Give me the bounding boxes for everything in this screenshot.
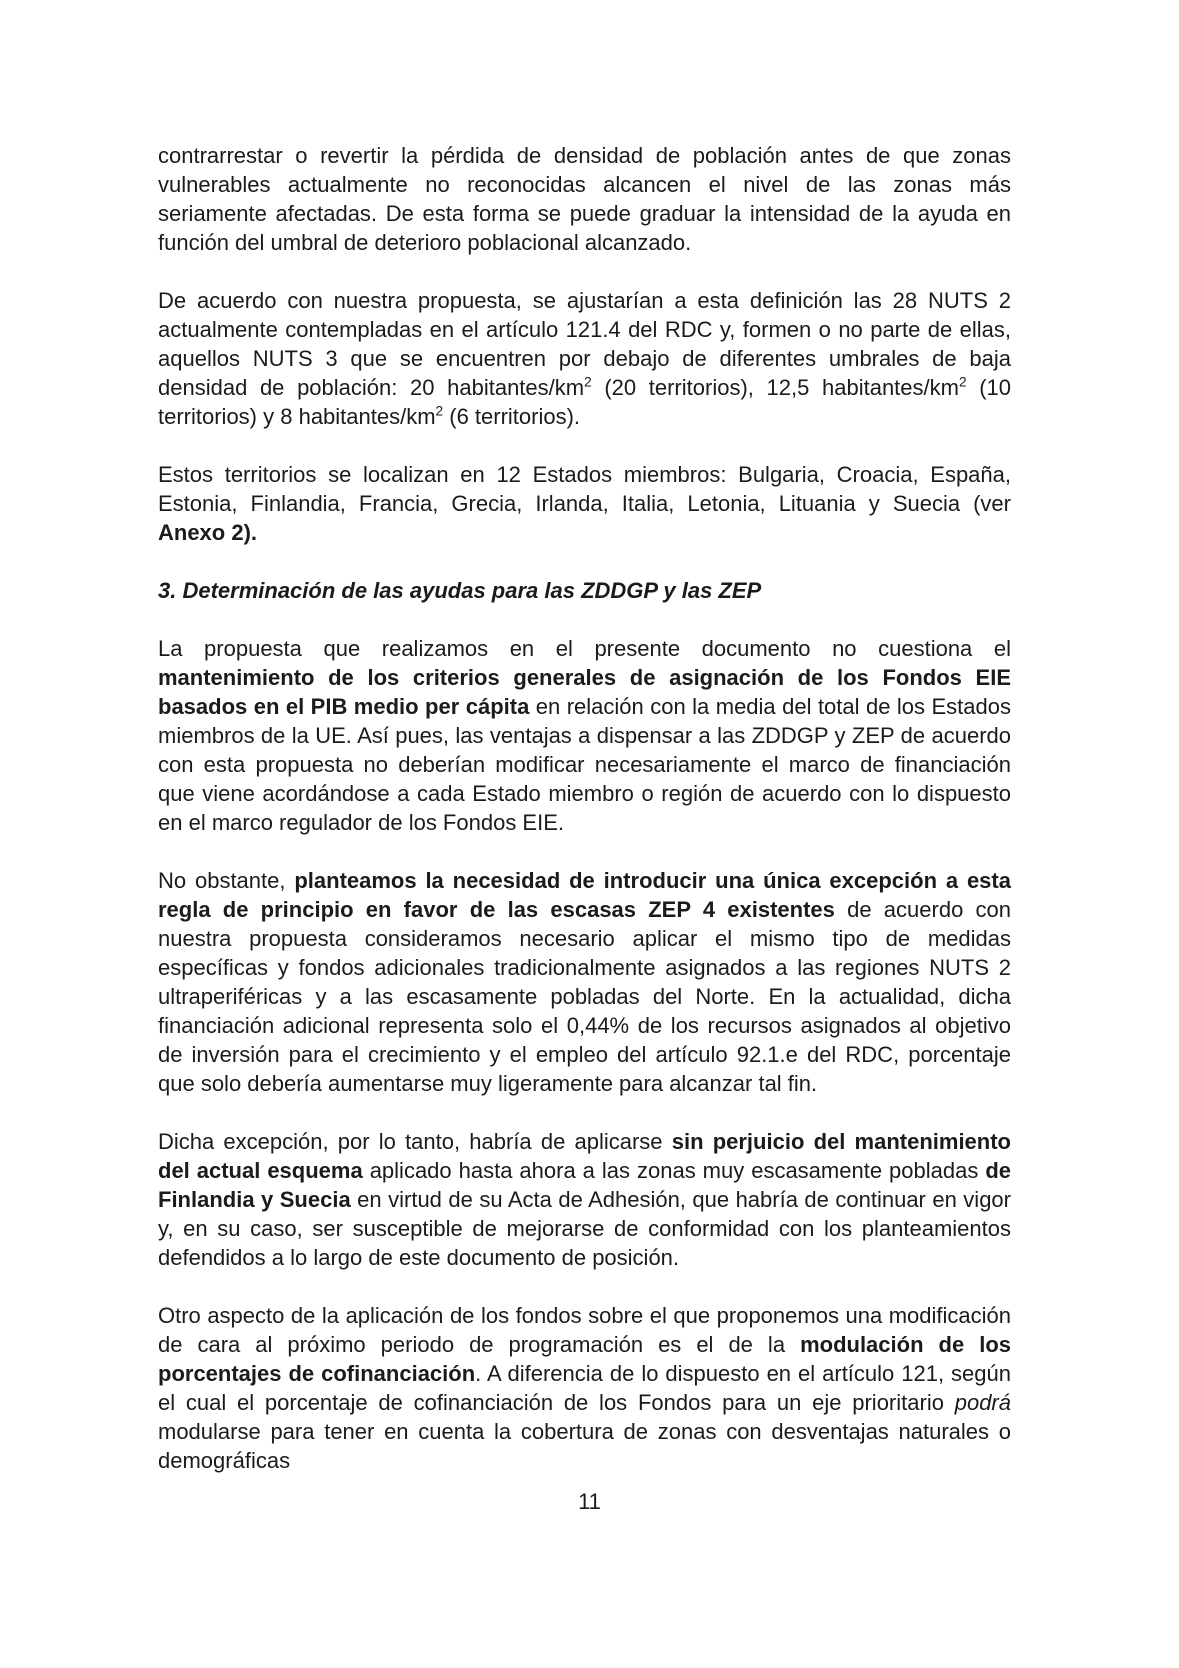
paragraph-7: Otro aspecto de la aplicación de los fondos sobre el que proponemos una modificación de cara al próximo periodo de programación es el de la modulación de los porcentajes de cofinanciación. A diferencia de lo dispuesto en el artículo 121, según el cual el porcentaje de cofinanciación de los Fondos para un eje prioritario podrá modularse para tener en cuenta la cobertura de zonas con desventajas naturales o demográficas [158, 1303, 1011, 1473]
page-content [158, 141, 1011, 1504]
paragraph-2: De acuerdo con nuestra propuesta, se ajustarían a esta definición las 28 NUTS 2 actualmente contempladas en el artículo 121.4 del RDC y, formen o no parte de ellas, aquellos NUTS 3 que se encuentren por debajo de diferentes umbrales de baja densidad de población: 20 habitantes/$km^2$ (20 territorios), 12,5 habitantes/$km^2$ (10 territorios) y 8 habitantes/$km^2$ (6 territorios). [158, 288, 1011, 429]
section-heading: 3. Determinación de las ayudas para las ZDDGP y las ZEP [158, 578, 762, 603]
page-number: 11 [578, 1489, 601, 1514]
page-footer [0, 1487, 1179, 1516]
paragraph-4: La propuesta que realizamos en el presente documento no cuestiona el mantenimiento de los criterios generales de asignación de los Fondos EIE basados en el PIB medio per cápita en relación con la media del total de los Estados miembros de la UE. Así pues, las ventajas a dispensar a las ZDDGP y ZEP de acuerdo con esta propuesta no deberían modificar necesariamente el marco de financiación que viene acordándose a cada Estado miembro o región de acuerdo con lo dispuesto en el marco regulador de los Fondos EIE. [158, 636, 1011, 835]
paragraph-5: No obstante, planteamos la necesidad de introducir una única excepción a esta regla de principio en favor de las escasas ZEP 4 existentes de acuerdo con nuestra propuesta consideramos necesario aplicar el mismo tipo de medidas específicas y fondos adicionales tradicionalmente asignados a las regiones NUTS 2 ultraperiféricas y a las escasamente pobladas del Norte. En la actualidad, dicha financiación adicional representa solo el 0,44% de los recursos asignados al objetivo de inversión para el crecimiento y el empleo del artículo 92.1.e del RDC, porcentaje que solo debería aumentarse muy ligeramente para alcanzar tal fin. [158, 868, 1011, 1096]
paragraph-3: Estos territorios se localizan en 12 Estados miembros: Bulgaria, Croacia, España, Estonia, Finlandia, Francia, Grecia, Irlanda, Italia, Letonia, Lituania y Suecia (ver Anexo 2). [158, 462, 1011, 545]
paragraph-6: Dicha excepción, por lo tanto, habría de aplicarse sin perjuicio del mantenimiento del actual esquema aplicado hasta ahora a las zonas muy escasamente pobladas de Finlandia y Suecia en virtud de su Acta de Adhesión, que habría de continuar en vigor y, en su caso, ser susceptible de mejorarse de conformidad con los planteamientos defendidos a lo largo de este documento de posición. [158, 1129, 1012, 1270]
paragraph-1: contrarrestar o revertir la pérdida de densidad de población antes de que zonas vulnerables actualmente no reconocidas alcancen el nivel de las zonas más seriamente afectadas. De esta forma se puede graduar la intensidad de la ayuda en función del umbral de deterioro poblacional alcanzado. [158, 143, 1011, 255]
